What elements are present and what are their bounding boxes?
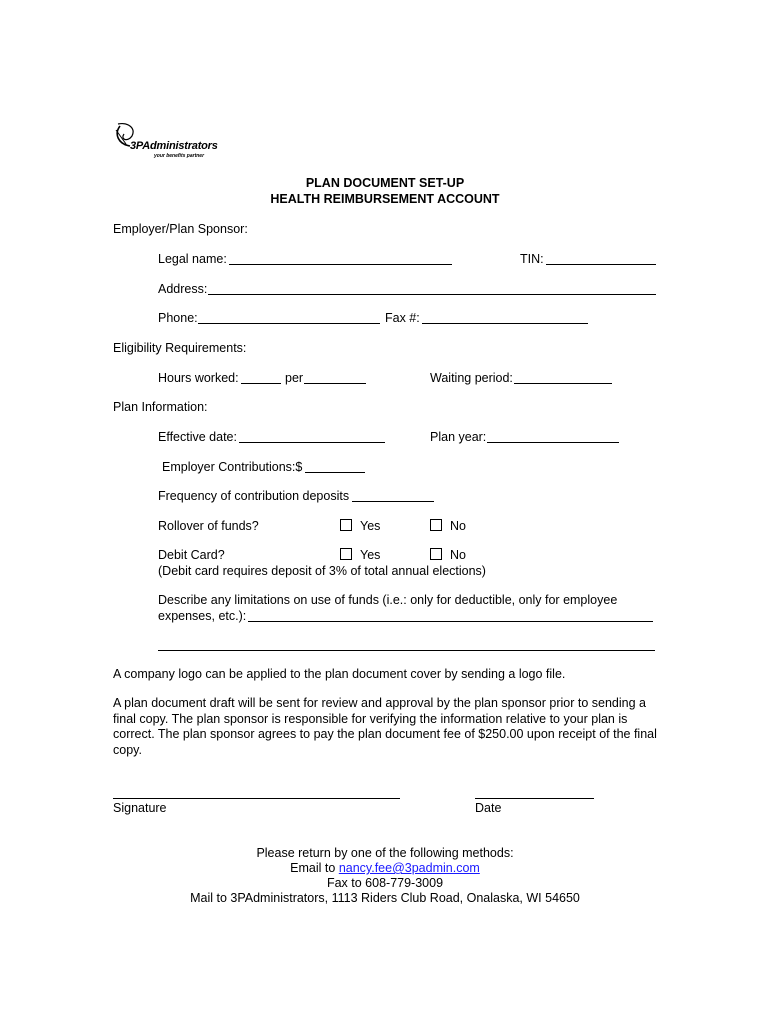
draft-note: A plan document draft will be sent for review and approval by the plan sponsor prior to sending a final copy. The plan sponsor is responsible for verifying the information relative to your plan is correct. The plan sponsor agrees to pay the plan document fee of $250.00 upon receipt of the final copy. <box>113 696 657 757</box>
rollover-yes-option[interactable] <box>340 519 380 534</box>
return-heading: Please return by one of the following methods: <box>256 846 514 860</box>
debit-yes-label: Yes <box>360 548 381 562</box>
logo-tagline: your benefits partner <box>154 153 205 159</box>
limitations-line1: Describe any limitations on use of funds (i.e.: only for deductible, only for employee <box>158 593 618 607</box>
phone-field[interactable] <box>198 323 380 324</box>
per-field[interactable] <box>304 383 366 384</box>
hours-worked-label: Hours worked: <box>158 371 239 385</box>
eligibility-heading: Eligibility Requirements: <box>113 341 247 355</box>
frequency-label: Frequency of contribution deposits <box>158 489 350 503</box>
debit-no-label: No <box>450 548 466 562</box>
form-title-line1: PLAN DOCUMENT SET-UP <box>305 176 465 190</box>
form-title-line2: HEALTH REIMBURSEMENT ACCOUNT <box>270 192 500 206</box>
date-field[interactable] <box>475 798 594 799</box>
frequency-field[interactable] <box>352 501 434 502</box>
signature-field[interactable] <box>113 798 400 799</box>
legal-name-label: Legal name: <box>158 252 227 266</box>
return-email-prefix: Email to <box>290 861 339 875</box>
phone-label: Phone: <box>158 311 198 325</box>
waiting-period-label: Waiting period: <box>430 371 513 385</box>
rollover-yes-checkbox[interactable] <box>340 519 352 531</box>
employer-contributions-label: Employer Contributions:$ <box>162 460 303 474</box>
logo-note: A company logo can be applied to the plan document cover by sending a logo file. <box>113 667 566 681</box>
rollover-label: Rollover of funds? <box>158 519 259 533</box>
fax-field[interactable] <box>422 323 588 324</box>
return-fax: Fax to 608-779-3009 <box>326 876 444 890</box>
plan-info-heading: Plan Information: <box>113 400 208 414</box>
debit-yes-option[interactable] <box>340 548 380 563</box>
employer-contributions-field[interactable] <box>305 472 365 473</box>
limitations-field-1[interactable] <box>248 621 653 622</box>
debit-card-note: (Debit card requires deposit of 3% of total annual elections) <box>158 564 486 578</box>
tin-field[interactable] <box>546 264 656 265</box>
return-mail: Mail to 3PAdministrators, 1113 Riders Club Road, Onalaska, WI 54650 <box>190 891 580 905</box>
debit-card-label: Debit Card? <box>158 548 225 562</box>
debit-yes-checkbox[interactable] <box>340 548 352 560</box>
debit-no-option[interactable] <box>430 548 466 563</box>
rollover-yes-label: Yes <box>360 519 381 533</box>
email-link[interactable]: nancy.fee@3padmin.com <box>338 861 480 875</box>
rollover-no-checkbox[interactable] <box>430 519 442 531</box>
effective-date-field[interactable] <box>239 442 385 443</box>
return-email-line <box>0 861 770 876</box>
plan-year-field[interactable] <box>487 442 619 443</box>
employer-heading: Employer/Plan Sponsor: <box>113 222 248 236</box>
limitations-line2: expenses, etc.): <box>158 609 247 623</box>
address-field[interactable] <box>208 294 656 295</box>
rollover-no-label: No <box>450 519 466 533</box>
debit-no-checkbox[interactable] <box>430 548 442 560</box>
tin-label: TIN: <box>520 252 544 266</box>
legal-name-field[interactable] <box>229 264 452 265</box>
plan-year-label: Plan year: <box>430 430 487 444</box>
company-logo <box>112 120 247 164</box>
signature-label: Signature <box>113 801 167 815</box>
date-label: Date <box>475 801 502 815</box>
rollover-no-option[interactable] <box>430 519 466 534</box>
waiting-period-field[interactable] <box>514 383 612 384</box>
effective-date-label: Effective date: <box>158 430 237 444</box>
hours-worked-field[interactable] <box>241 383 281 384</box>
limitations-field-2[interactable] <box>158 650 655 651</box>
fax-label: Fax #: <box>385 311 420 325</box>
per-label: per <box>285 371 304 385</box>
logo-wordmark: 3PAdministrators <box>130 140 218 152</box>
address-label: Address: <box>158 282 208 296</box>
